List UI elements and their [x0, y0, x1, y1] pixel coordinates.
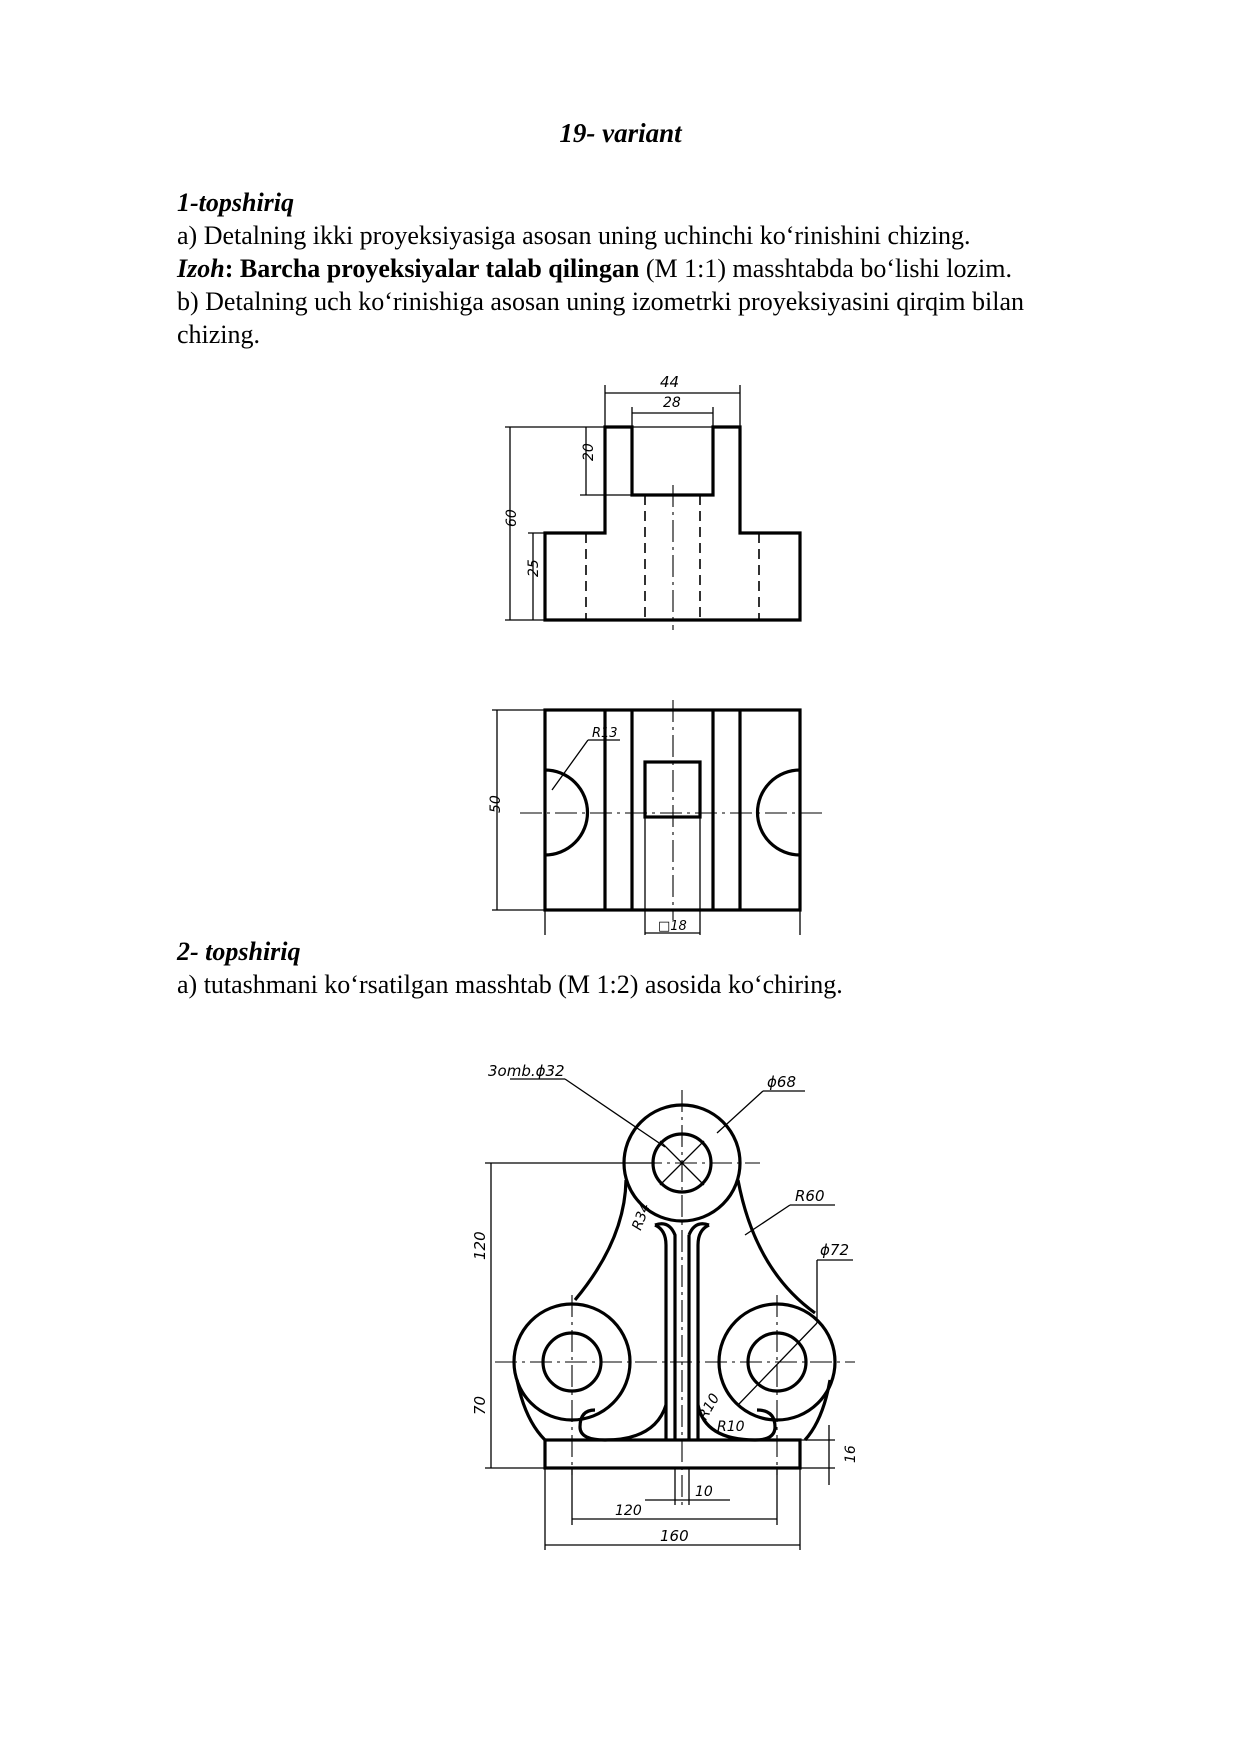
dim-phi68: ϕ68	[767, 1073, 796, 1091]
bracket-view	[471, 1062, 859, 1550]
task1-heading: 1-topshiriq	[177, 188, 295, 217]
dim-r13: R13	[592, 726, 618, 741]
dim-square-18: □18	[658, 919, 687, 934]
drawing-1	[480, 355, 860, 935]
dim-28: 28	[663, 395, 681, 411]
task2-section	[177, 935, 1137, 1001]
task1-line-a: a) Detalning ikki proyeksiyasiga asosan uning uchinchi ko‘rinishini chizing.	[177, 221, 971, 250]
dim-50: 50	[488, 795, 504, 813]
dim-160: 160	[660, 1527, 689, 1545]
dim-120-vert: 120	[471, 1231, 489, 1260]
drawing-2	[455, 1055, 875, 1565]
front-view	[504, 373, 800, 630]
dim-16: 16	[843, 1445, 859, 1463]
task1-line-b1: b) Detalning uch ko‘rinishiga asosan uning izometrki proyeksiyasini qirqim bilan	[177, 287, 1025, 316]
dim-44: 44	[660, 373, 680, 391]
note-rest-text: (M 1:1) masshtabda bo‘lishi lozim.	[639, 254, 1012, 283]
note-separator: :	[224, 254, 240, 283]
dim-r10-a: R10	[695, 1391, 724, 1423]
dim-holes: 3omb.ϕ32	[488, 1062, 565, 1080]
page-title: 19- variant	[559, 118, 682, 148]
dim-120-horiz: 120	[615, 1503, 642, 1519]
task1-section	[177, 186, 1137, 351]
dim-r60: R60	[795, 1187, 825, 1205]
dim-r34: R34	[629, 1201, 654, 1233]
top-view	[488, 700, 825, 935]
dim-phi72: ϕ72	[820, 1241, 849, 1259]
dim-r10-b: R10	[717, 1419, 745, 1435]
task1-line-b2: chizing.	[177, 320, 261, 349]
dim-60: 60	[504, 509, 520, 527]
task1-note	[177, 252, 1137, 285]
task2-line-a: a) tutashmani ko‘rsatilgan masshtab (M 1:2) asosida ko‘chiring.	[177, 970, 843, 999]
note-label: Izoh	[177, 254, 225, 283]
note-bold-text: Barcha proyeksiyalar talab qilingan	[239, 254, 640, 283]
task2-heading: 2- topshiriq	[177, 937, 301, 966]
dim-25: 25	[526, 559, 542, 577]
dim-70-vert: 70	[471, 1395, 489, 1415]
dim-20: 20	[581, 443, 597, 461]
dim-10: 10	[695, 1484, 713, 1500]
